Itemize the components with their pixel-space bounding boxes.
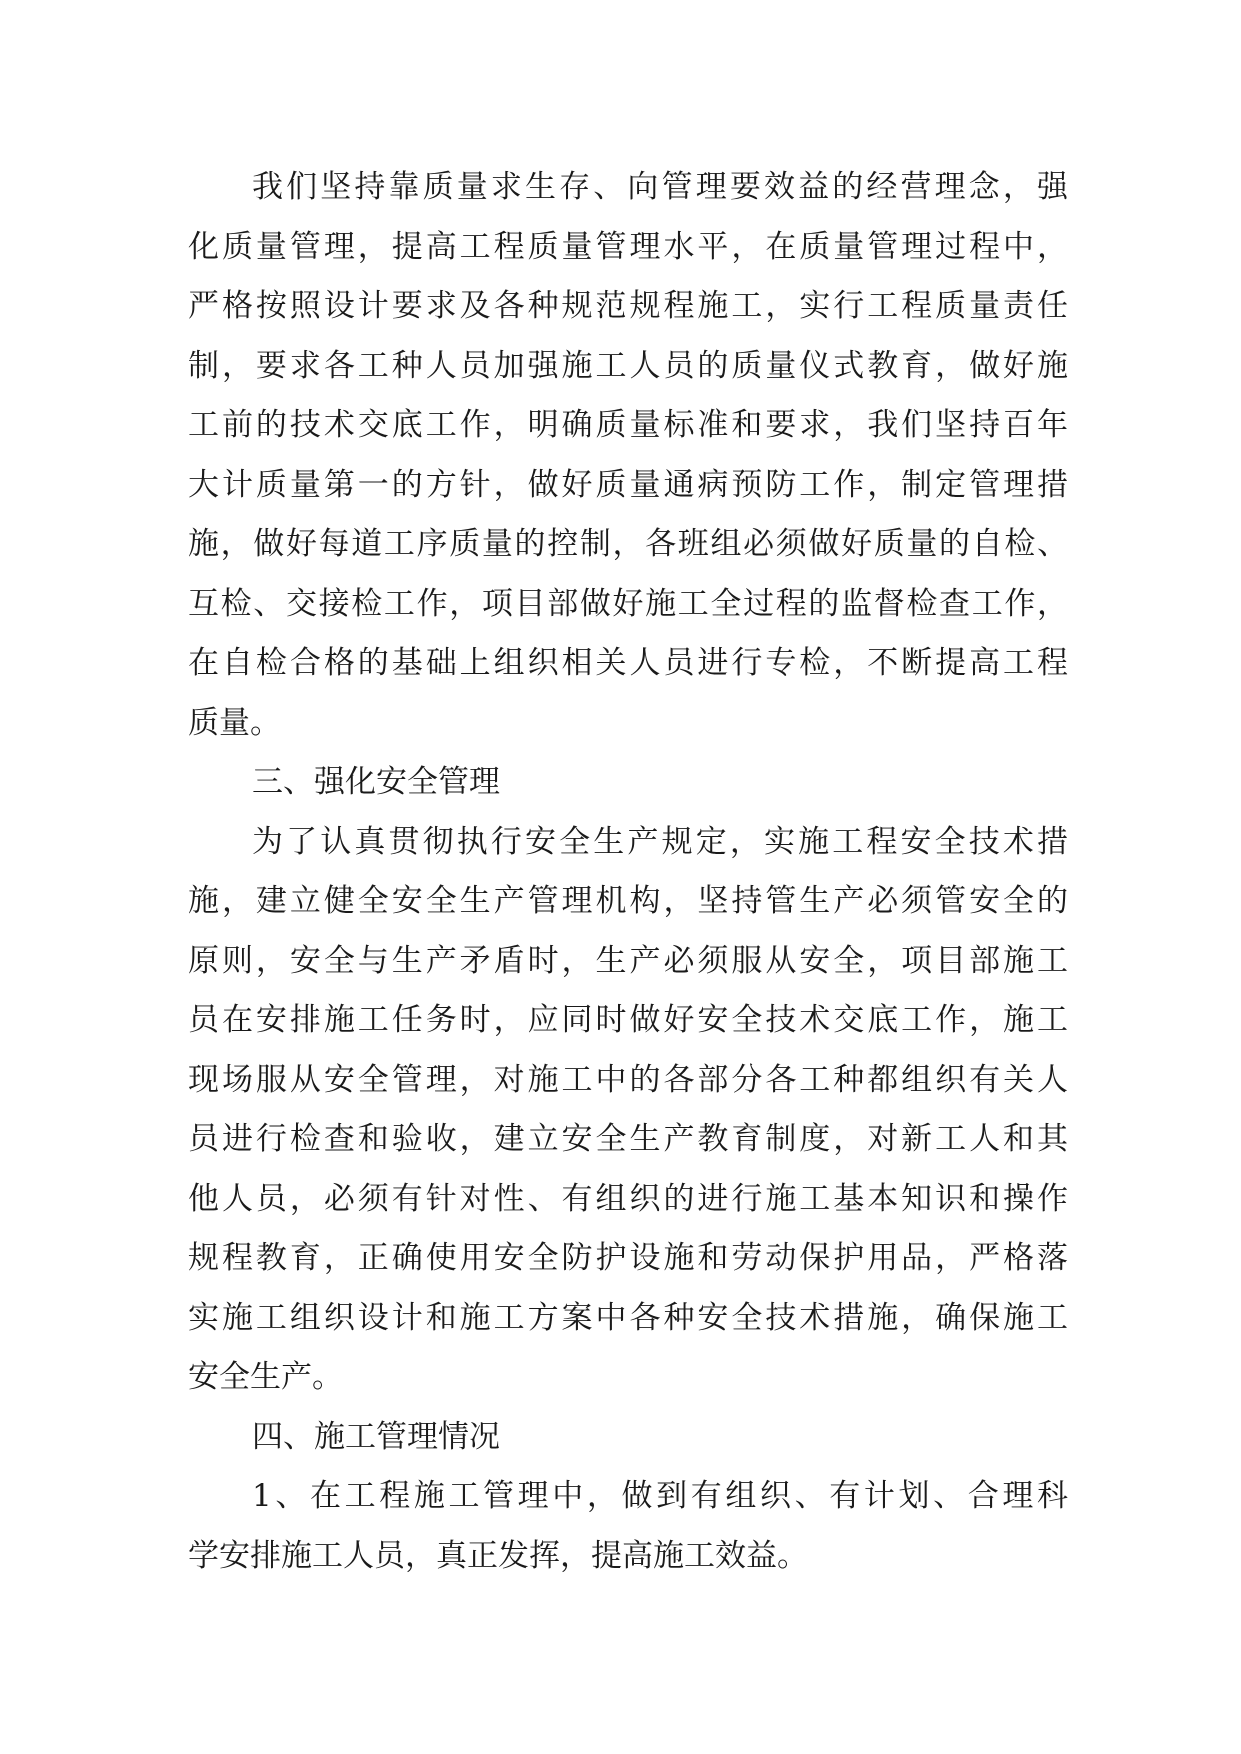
text-line: 员在安排施工任务时，应同时做好安全技术交底工作，施工 — [188, 1002, 1068, 1038]
text-line: 工前的技术交底工作，明确质量标准和要求，我们坚持百年 — [188, 407, 1068, 443]
text-line: 施，做好每道工序质量的控制，各班组必须做好质量的自检、 — [188, 526, 1068, 562]
text-line: 化质量管理，提高工程质量管理水平，在质量管理过程中， — [188, 228, 1068, 265]
text-line: 学安排施工人员，真正发挥，提高施工效益。 — [188, 1537, 808, 1574]
document-body — [188, 158, 1068, 1586]
text-line: 互检、交接检工作，项目部做好施工全过程的监督检查工作， — [188, 585, 1068, 622]
paragraph-quality-management — [188, 158, 1068, 753]
text-line: 施，建立健全安全生产管理机构，坚持管生产必须管安全的 — [188, 883, 1068, 919]
text-line: 我们坚持靠质量求生存、向管理要效益的经营理念，强 — [252, 169, 1068, 205]
heading-text: 三、强化安全管理 — [252, 764, 500, 800]
text-line: 规程教育，正确使用安全防护设施和劳动保护用品，严格落 — [188, 1240, 1068, 1276]
paragraph-safety-management — [188, 813, 1068, 1408]
text-line: 员进行检查和验收，建立安全生产教育制度，对新工人和其 — [188, 1121, 1068, 1157]
text-line: 1、在工程施工管理中，做到有组织、有计划、合理科 — [252, 1478, 1068, 1514]
text-line: 原则，安全与生产矛盾时，生产必须服从安全，项目部施工 — [188, 942, 1068, 979]
text-line: 质量。 — [188, 704, 281, 741]
heading-text: 四、施工管理情况 — [252, 1418, 500, 1455]
text-line: 制，要求各工种人员加强施工人员的质量仪式教育，做好施 — [188, 347, 1068, 384]
section-heading-safety — [188, 753, 1068, 813]
paragraph-construction-management — [188, 1467, 1068, 1586]
text-line: 为了认真贯彻执行安全生产规定，实施工程安全技术措 — [252, 823, 1068, 860]
text-line: 大计质量第一的方针，做好质量通病预防工作，制定管理措 — [188, 466, 1068, 503]
text-line: 现场服从安全管理，对施工中的各部分各工种都组织有关人 — [188, 1061, 1068, 1098]
text-line: 实施工组织设计和施工方案中各种安全技术措施，确保施工 — [188, 1299, 1068, 1336]
text-line: 安全生产。 — [188, 1359, 343, 1395]
section-heading-construction — [188, 1408, 1068, 1468]
text-line: 他人员，必须有针对性、有组织的进行施工基本知识和操作 — [188, 1180, 1068, 1217]
text-line: 严格按照设计要求及各种规范规程施工，实行工程质量责任 — [188, 288, 1068, 324]
text-line: 在自检合格的基础上组织相关人员进行专检，不断提高工程 — [188, 645, 1068, 681]
